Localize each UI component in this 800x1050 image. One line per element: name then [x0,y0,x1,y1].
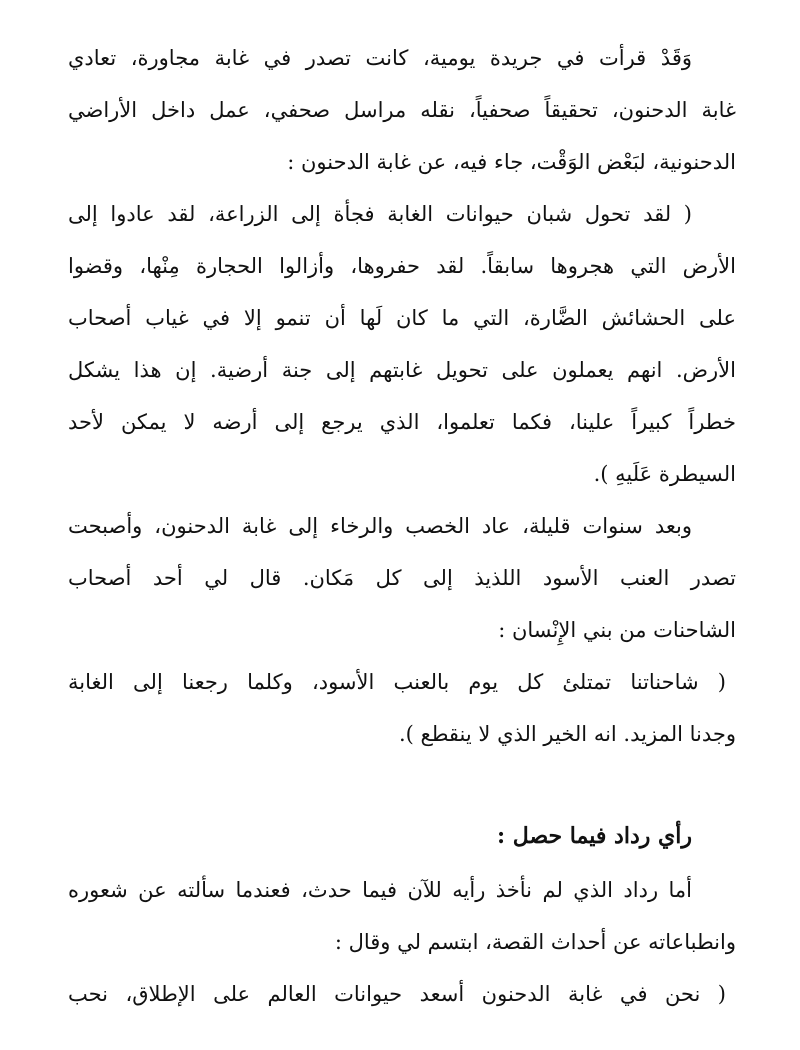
text-line: ( شاحناتنا تمتلئ كل يوم بالعنب الأسود، وكلما رجعنا إلى الغابة [68,670,726,694]
paragraph-raddad-intro [68,864,736,968]
text-line: الأرض التي هجروها سابقاً. لقد حفروها، وأزالوا الحجارة مِنْها، وقضوا [68,254,736,278]
paragraph-report-quote [68,188,736,500]
text-line: وبعد سنوات قليلة، عاد الخصب والرخاء إلى غابة الدحنون، وأصبحت [68,514,692,538]
text-line: وَقَدْ قرأت في جريدة يومية، كانت تصدر في غابة مجاورة، تعادي [68,46,692,70]
paragraph-truckers-quote [68,656,736,760]
text-line: على الحشائش الضَّارة، التي ما كان لَها أن تنمو إلا في غياب أصحاب [68,306,736,330]
text-line: الدحنونية، لبَعْض الوَقْت، جاء فيه، عن غابة الدحنون : [287,150,736,174]
text-line: ( لقد تحول شبان حيوانات الغابة فجأة إلى الزراعة، لقد عادوا إلى [68,202,692,226]
paragraph-prosperity [68,500,736,656]
text-line: الشاحنات من بني الإِنْسان : [498,618,736,642]
text-line: وانطباعاته عن أحداث القصة، ابتسم لي وقال : [334,930,736,954]
text-line: الأرض. انهم يعملون على تحويل غابتهم إلى جنة أرضية. إن هذا يشكل [68,358,736,382]
text-line: تصدر العنب الأسود اللذيذ إلى كل مَكان. قال لي أحد أصحاب [68,566,736,590]
section-spacer [68,760,736,808]
text-line: غابة الدحنون، تحقيقاً صحفياً، نقله مراسل صحفي، عمل داخل الأراضي [68,98,736,122]
text-line: وجدنا المزيد. انه الخير الذي لا ينقطع ). [398,722,736,746]
document-page [68,32,736,1020]
paragraph-newspaper-intro [68,32,736,188]
text-line: أما رداد الذي لم نأخذ رأيه للآن فيما حدث، فعندما سألته عن شعوره [68,878,692,902]
section-heading: رأي رداد فيما حصل : [497,823,692,849]
text-line: السيطرة عَلَيهِ ). [593,462,736,486]
paragraph-raddad-quote [68,968,736,1020]
text-line: ( نحن في غابة الدحنون أسعد حيوانات العالم على الإطلاق، نحب [68,982,726,1006]
text-line: خطراً كبيراً علينا، فكما تعلموا، الذي يرجع إلى أرضه لا يمكن لأحد [68,410,736,434]
